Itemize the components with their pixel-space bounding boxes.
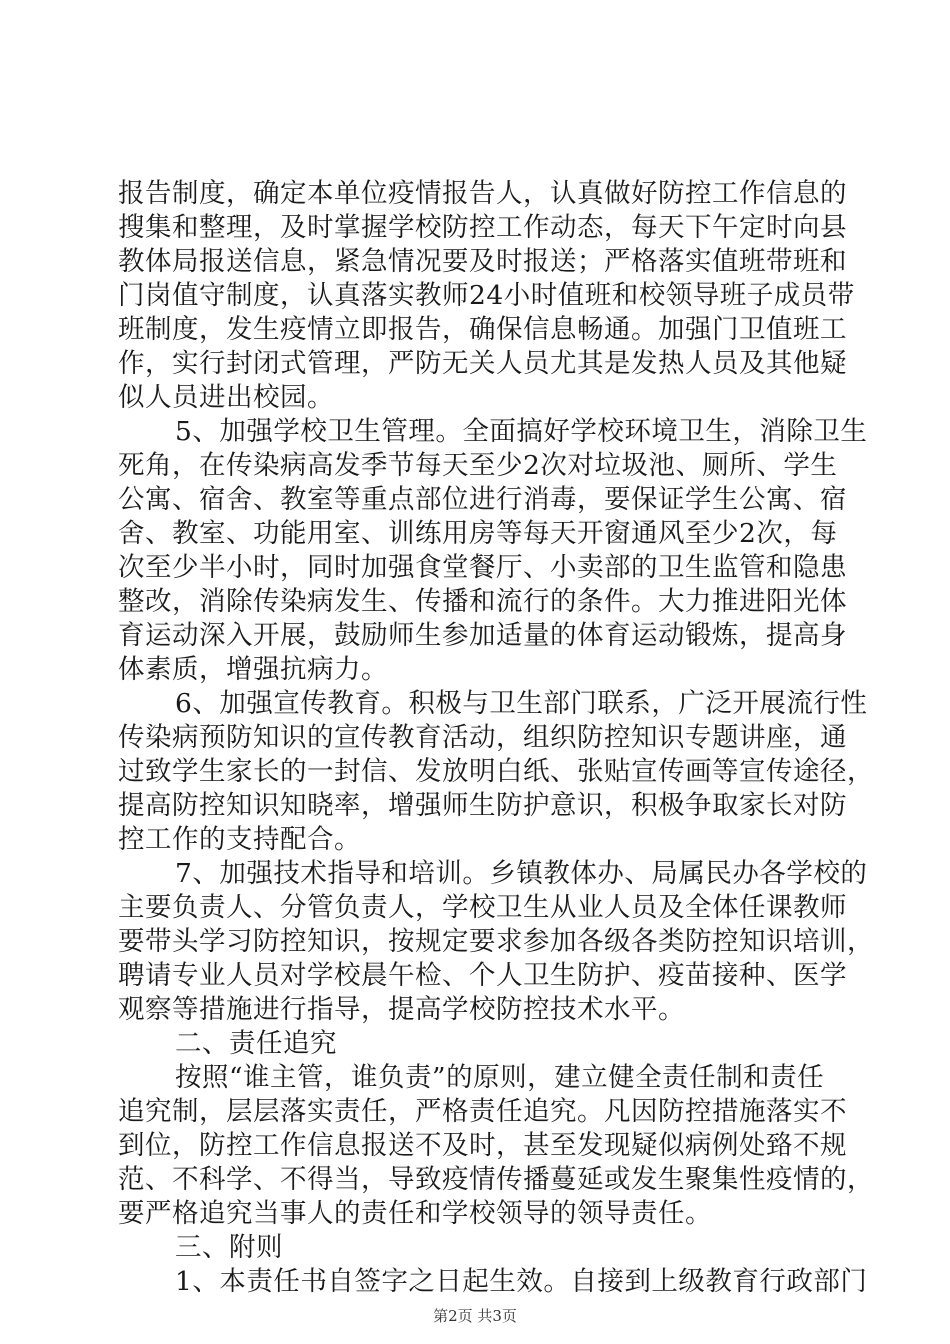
text-line: 过致学生家长的一封信、发放明白纸、张贴宣传画等宣传途径，: [118, 756, 874, 787]
text-line: 作，实行封闭式管理，严防无关人员尤其是发热人员及其他疑: [118, 348, 847, 379]
text-line: 育运动深入开展，鼓励师生参加适量的体育运动锻炼，提高身: [118, 620, 847, 651]
paragraph-start: 按照“谁主管，谁负责”的原则，建立健全责任制和责任: [175, 1062, 825, 1093]
text-line: 次至少半小时，同时加强食堂餐厅、小卖部的卫生监管和隐患: [118, 552, 847, 583]
text-line: 似人员进出校园。: [118, 382, 334, 413]
text-line: 公寓、宿舍、教室等重点部位进行消毒，要保证学生公寓、宿: [118, 484, 847, 515]
text-line: 报告制度，确定本单位疫情报告人，认真做好防控工作信息的: [118, 178, 847, 209]
text-line: 教体局报送信息，紧急情况要及时报送；严格落实值班带班和: [118, 246, 847, 277]
text-line: 主要负责人、分管负责人，学校卫生从业人员及全体任课教师: [118, 892, 847, 923]
text-line: 死角，在传染病高发季节每天至少2次对垃圾池、厕所、学生: [118, 450, 838, 481]
paragraph-start: 6、加强宣传教育。积极与卫生部门联系，广泛开展流行性: [175, 688, 868, 719]
page-footer: 第2页 共3页: [433, 1307, 517, 1325]
paragraph-start: 7、加强技术指导和培训。乡镇教体办、局属民办各学校的: [175, 858, 868, 889]
text-line: 要带头学习防控知识，按规定要求参加各级各类防控知识培训，: [118, 926, 874, 957]
text-line: 传染病预防知识的宣传教育活动，组织防控知识专题讲座，通: [118, 722, 847, 753]
paragraph-start: 1、本责任书自签字之日起生效。自接到上级教育行政部门: [175, 1266, 868, 1297]
section-heading: 二、责任追究: [175, 1028, 337, 1059]
paragraph-start: 5、加强学校卫生管理。全面搞好学校环境卫生，消除卫生: [175, 416, 868, 447]
text-line: 体素质，增强抗病力。: [118, 654, 388, 685]
text-line: 班制度，发生疫情立即报告，确保信息畅通。加强门卫值班工: [118, 314, 847, 345]
section-heading: 三、附则: [175, 1232, 283, 1263]
text-line: 到位，防控工作信息报送不及时，甚至发现疑似病例处臵不规: [118, 1130, 847, 1161]
text-line: 观察等措施进行指导，提高学校防控技术水平。: [118, 994, 685, 1025]
text-line: 追究制，层层落实责任，严格责任追究。凡因防控措施落实不: [118, 1096, 847, 1127]
text-line: 要严格追究当事人的责任和学校领导的领导责任。: [118, 1198, 712, 1229]
text-line: 控工作的支持配合。: [118, 824, 361, 855]
text-line: 提高防控知识知晓率，增强师生防护意识，积极争取家长对防: [118, 790, 847, 821]
text-line: 整改，消除传染病发生、传播和流行的条件。大力推进阳光体: [118, 586, 847, 617]
text-line: 聘请专业人员对学校晨午检、个人卫生防护、疫苗接种、医学: [118, 960, 847, 991]
text-line: 搜集和整理，及时掌握学校防控工作动态，每天下午定时向县: [118, 212, 847, 243]
text-line: 门岗值守制度，认真落实教师24小时值班和校领导班子成员带: [118, 280, 855, 311]
text-line: 舍、教室、功能用室、训练用房等每天开窗通风至少2次，每: [118, 518, 838, 549]
text-line: 范、不科学、不得当，导致疫情传播蔓延或发生聚集性疫情的，: [118, 1164, 874, 1195]
